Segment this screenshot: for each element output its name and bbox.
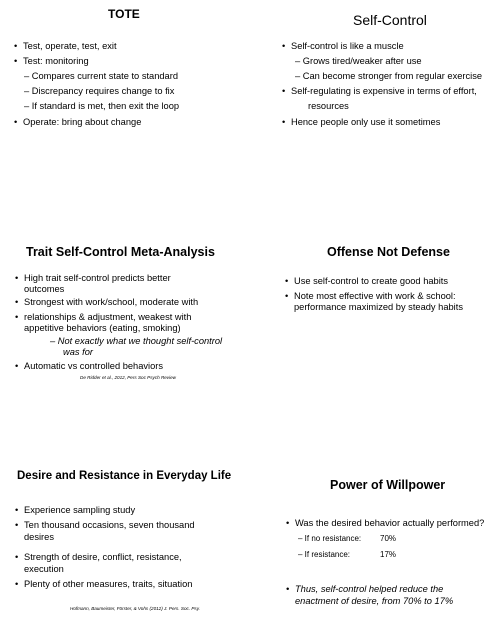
- sub-item: – Not exactly what we thought self-control: [50, 336, 223, 346]
- bullet-item: • relationships & adjustment, weakest with: [24, 312, 191, 323]
- sub-item: – Can become stronger from regular exercise: [295, 71, 483, 81]
- bullet-item: • Ten thousand occasions, seven thousand: [24, 520, 195, 531]
- sub-item-label: – If resistance:: [298, 550, 351, 559]
- bullet-item: • Test, operate, test, exit: [23, 41, 117, 52]
- sub-item-label: – If no resistance:: [298, 534, 362, 543]
- bullet-continuation: resources: [308, 101, 349, 111]
- bullet-item: • Thus, self-control helped reduce the: [295, 584, 443, 595]
- slide-self-control: [251, 0, 502, 207]
- sub-item-value: 17%: [380, 550, 397, 559]
- slide-offense-not-defense: [251, 207, 502, 414]
- bullet-item: • High trait self-control predicts better: [24, 273, 171, 284]
- bullet-item: • Note most effective with work & school:: [294, 291, 456, 302]
- sub-item: – If standard is met, then exit the loop: [24, 101, 180, 111]
- bullet-continuation: execution: [24, 564, 64, 574]
- bullet-item: • Self-control is like a muscle: [291, 41, 404, 52]
- bullet-item: • Use self-control to create good habits: [294, 276, 448, 287]
- bullet-item: • Test: monitoring: [23, 56, 89, 67]
- bullet-item: • Strongest with work/school, moderate with: [24, 297, 198, 308]
- slide-title: TOTE: [108, 7, 140, 21]
- bullet-item: • Automatic vs controlled behaviors: [24, 361, 163, 372]
- sub-item: – Grows tired/weaker after use: [295, 56, 422, 66]
- bullet-continuation: outcomes: [24, 284, 65, 294]
- bullet-continuation: desires: [24, 532, 54, 542]
- slide-title: Trait Self-Control Meta-Analysis: [26, 245, 215, 259]
- bullet-item: • Operate: bring about change: [23, 117, 141, 128]
- bullet-continuation: performance maximized by steady habits: [294, 302, 463, 312]
- bullet-item: • Experience sampling study: [24, 505, 135, 516]
- slide-title: Desire and Resistance in Everyday Life: [17, 470, 232, 482]
- bullet-item: • Was the desired behavior actually performed?: [295, 518, 484, 529]
- slide-power-of-willpower: [251, 414, 502, 622]
- bullet-item: • Strength of desire, conflict, resistance,: [24, 552, 182, 563]
- bullet-continuation: appetitive behaviors (eating, smoking): [24, 323, 181, 333]
- slide-title: Offense Not Defense: [327, 245, 450, 259]
- slide-title: Self-Control: [353, 12, 427, 28]
- sub-item-value: 70%: [380, 534, 397, 543]
- citation: Hofmann, Baumeister, Förster, & Vohs (2012) J. Pers. Soc. Psy.: [70, 606, 200, 611]
- sub-item: – Discrepancy requires change to fix: [24, 86, 175, 96]
- citation: De Ridder et al., 2012, Pers Soc Psych Review: [80, 375, 177, 380]
- slide-trait-meta-analysis: [0, 207, 251, 414]
- bullet-item: • Self-regulating is expensive in terms of effort,: [291, 86, 477, 97]
- bullet-item: • Hence people only use it sometimes: [291, 117, 440, 128]
- sub-item: – Compares current state to standard: [24, 71, 178, 81]
- slide-desire-resistance: [0, 414, 251, 622]
- slide-title: Power of Willpower: [330, 478, 446, 492]
- bullet-item: • Plenty of other measures, traits, situation: [24, 579, 192, 590]
- slide-tote: [0, 0, 251, 207]
- sub-item-continuation: was for: [63, 347, 93, 357]
- bullet-continuation: enactment of desire, from 70% to 17%: [295, 596, 454, 606]
